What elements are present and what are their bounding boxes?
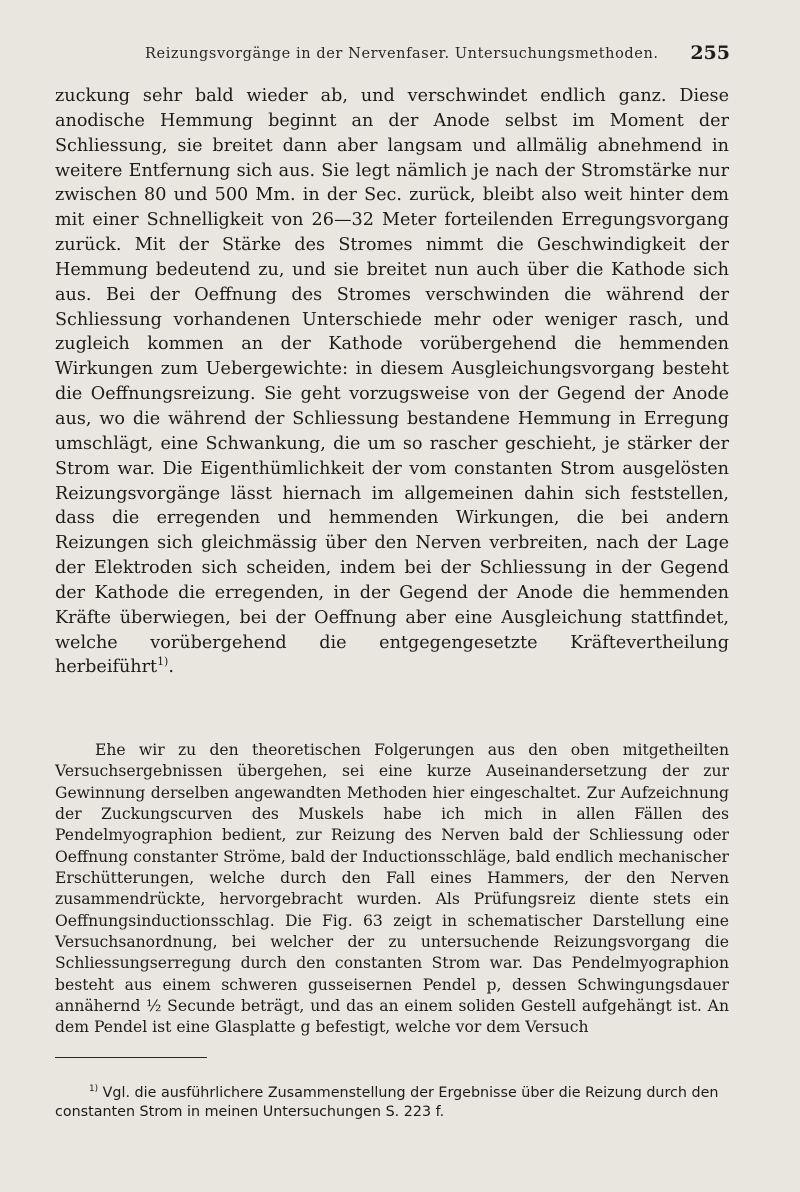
footnote-text: Vgl. die ausführlichere Zusammenstellung der Ergebnisse über die Reizung durch den constanten Strom in meinen Untersuchungen S. 223 f. <box>55 1085 719 1120</box>
footnote <box>55 1084 735 1121</box>
methods-paragraph: Ehe wir zu den theoretischen Folgerungen aus den oben mitgetheilten Versuchsergebnissen übergehen, sei eine kurze Auseinandersetzung der zur Gewinnung derselben angewandten Methoden hier eingeschaltet. Zur Aufzeichnung der Zuckungscurven des Muskels habe ich mich in allen Fällen des Pendelmyographion bedient, zur Reizung des Nerven bald der Schliessung oder Oeffnung constanter Ströme, bald der Inductionsschläge, bald endlich mechanischer Erschütterungen, welche durch den Fall eines Hammers, der den Nerven zusammendrückte, hervorgebracht wurden. Als Prüfungsreiz diente stets ein Oeffnungsinductionsschlag. Die Fig. 63 zeigt in schematischer Darstellung eine Versuchsanordnung, bei welcher der zu untersuchende Reizungsvorgang die Schliessungserregung durch den constanten Strom war. Das Pendelmyographion besteht aus einem schweren gusseisernen Pendel p, dessen Schwingungsdauer annähernd ½ Secunde beträgt, und das an einem soliden Gestell aufgehängt ist. An dem Pendel ist eine Glasplatte g befestigt, welche vor dem Versuch <box>55 741 729 1037</box>
footnote-reference: 1) <box>157 655 169 669</box>
main-paragraph-text: zuckung sehr bald wieder ab, und verschwindet endlich ganz. Diese anodische Hemmung beginnt an der Anode selbst im Moment der Schliessung, sie breitet dann aber langsam und allmälig abnehmend in weitere Entfernung sich aus. Sie legt nämlich je nach der Stromstärke nur zwischen 80 und 500 Mm. in der Sec. zurück, bleibt also weit hinter dem mit einer Schnelligkeit von 26—32 Meter forteilenden Erregungsvorgang zurück. Mit der Stärke des Stromes nimmt die Geschwindigkeit der Hemmung bedeutend zu, und sie breitet nun auch über die Kathode sich aus. Bei der Oeffnung des Stromes verschwinden die während der Schliessung vorhandenen Unterschiede mehr oder weniger rasch, und zugleich kommen an der Kathode vorübergehend die hemmenden Wirkungen zum Uebergewichte: in diesem Ausgleichungsvorgang besteht die Oeffnungsreizung. Sie geht vorzugsweise von der Gegend der Anode aus, wo die während der Schliessung bestandene Hemmung in Erregung umschlägt, eine Schwankung, die um so rascher geschieht, je stärker der Strom war. Die Eigenthümlichkeit der vom constanten Strom ausgelösten Reizungsvorgänge lässt hiernach im allgemeinen dahin sich feststellen, dass die erregenden und hemmenden Wirkungen, die bei andern Reizungen sich gleichmässig über den Nerven verbreiten, nach der Lage der Elektroden sich scheiden, indem bei der Schliessung in der Gegend der Kathode die erregenden, in der Gegend der Anode die hemmenden Kräfte überwiegen, bei der Oeffnung aber eine Ausgleichung stattfindet, welche vorübergehend die entgegengesetzte Kräftevertheilung herbeiführt <box>55 86 729 678</box>
running-head: Reizungsvorgänge in der Nervenfaser. Untersuchungsmethoden. <box>145 46 659 62</box>
footnote-marker: 1) <box>89 1084 99 1095</box>
footnote-divider <box>55 1057 207 1058</box>
page-number: 255 <box>690 42 730 64</box>
page-header <box>55 42 730 72</box>
main-paragraph-end: . <box>168 657 174 678</box>
main-paragraph <box>55 84 729 680</box>
